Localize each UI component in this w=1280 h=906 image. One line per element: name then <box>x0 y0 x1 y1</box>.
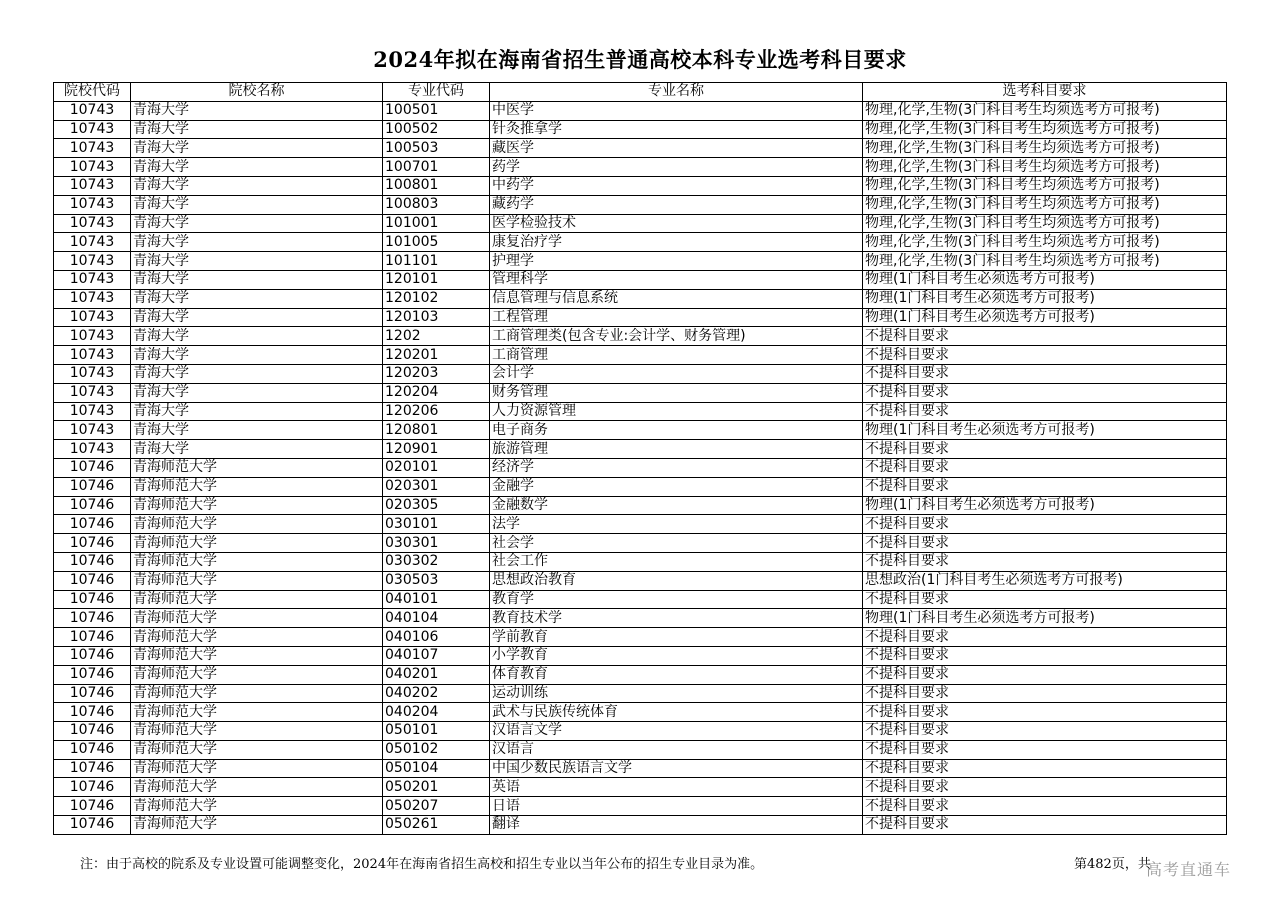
subject-requirement-cell: 不提科目要求 <box>863 458 1227 477</box>
major-code-cell: 040107 <box>383 646 490 665</box>
school-name-cell: 青海大学 <box>131 195 383 214</box>
major-code-cell: 050104 <box>383 759 490 778</box>
subject-requirement-cell: 不提科目要求 <box>863 477 1227 496</box>
subject-requirement-cell: 物理,化学,生物(3门科目考生均须选考方可报考) <box>863 120 1227 139</box>
school-code-cell: 10743 <box>54 421 131 440</box>
school-name-cell: 青海大学 <box>131 327 383 346</box>
major-code-cell: 050201 <box>383 778 490 797</box>
subject-requirement-cell: 物理,化学,生物(3门科目考生均须选考方可报考) <box>863 176 1227 195</box>
school-name-cell: 青海师范大学 <box>131 496 383 515</box>
table-row <box>54 176 1227 195</box>
school-name-cell: 青海师范大学 <box>131 477 383 496</box>
major-name-cell: 教育技术学 <box>490 609 863 628</box>
school-code-cell: 10746 <box>54 552 131 571</box>
subject-requirement-cell: 不提科目要求 <box>863 383 1227 402</box>
major-name-cell: 中国少数民族语言文学 <box>490 759 863 778</box>
table-row <box>54 552 1227 571</box>
major-code-cell: 030503 <box>383 571 490 590</box>
major-name-cell: 运动训练 <box>490 684 863 703</box>
major-code-cell: 1202 <box>383 327 490 346</box>
school-code-cell: 10743 <box>54 214 131 233</box>
subject-requirement-cell: 不提科目要求 <box>863 759 1227 778</box>
major-name-cell: 工程管理 <box>490 308 863 327</box>
subject-requirement-cell: 不提科目要求 <box>863 515 1227 534</box>
subject-requirement-cell: 物理,化学,生物(3门科目考生均须选考方可报考) <box>863 233 1227 252</box>
table-row <box>54 703 1227 722</box>
school-code-cell: 10743 <box>54 364 131 383</box>
table-row <box>54 214 1227 233</box>
major-code-cell: 050102 <box>383 740 490 759</box>
subject-requirement-cell: 不提科目要求 <box>863 665 1227 684</box>
major-code-cell: 120206 <box>383 402 490 421</box>
major-code-cell: 100803 <box>383 195 490 214</box>
school-name-cell: 青海师范大学 <box>131 609 383 628</box>
column-header-major-code: 专业代码 <box>383 83 490 102</box>
watermark-text: 高考直通车 <box>1146 860 1232 879</box>
subject-requirement-cell: 物理(1门科目考生必须选考方可报考) <box>863 270 1227 289</box>
school-code-cell: 10743 <box>54 139 131 158</box>
subject-requirement-cell: 思想政治(1门科目考生必须选考方可报考) <box>863 571 1227 590</box>
school-name-cell: 青海师范大学 <box>131 703 383 722</box>
table-row <box>54 740 1227 759</box>
major-name-cell: 汉语言 <box>490 740 863 759</box>
school-code-cell: 10746 <box>54 740 131 759</box>
school-name-cell: 青海师范大学 <box>131 797 383 816</box>
major-code-cell: 020301 <box>383 477 490 496</box>
school-name-cell: 青海大学 <box>131 158 383 177</box>
school-code-cell: 10746 <box>54 797 131 816</box>
table-row <box>54 364 1227 383</box>
subject-requirement-cell: 物理,化学,生物(3门科目考生均须选考方可报考) <box>863 158 1227 177</box>
major-code-cell: 030101 <box>383 515 490 534</box>
table-row <box>54 421 1227 440</box>
major-code-cell: 100801 <box>383 176 490 195</box>
table-row <box>54 101 1227 120</box>
school-name-cell: 青海师范大学 <box>131 628 383 647</box>
major-name-cell: 英语 <box>490 778 863 797</box>
requirements-table <box>53 82 1227 835</box>
school-name-cell: 青海师范大学 <box>131 534 383 553</box>
major-code-cell: 100501 <box>383 101 490 120</box>
table-row <box>54 609 1227 628</box>
major-name-cell: 翻译 <box>490 816 863 835</box>
major-code-cell: 050207 <box>383 797 490 816</box>
school-name-cell: 青海大学 <box>131 346 383 365</box>
major-name-cell: 社会工作 <box>490 552 863 571</box>
major-name-cell: 工商管理类(包含专业:会计学、财务管理) <box>490 327 863 346</box>
major-code-cell: 030301 <box>383 534 490 553</box>
footnote: 注：由于高校的院系及专业设置可能调整变化，2024年在海南省招生高校和招生专业以当年公布的招生专业目录为准。 <box>80 857 764 872</box>
major-name-cell: 会计学 <box>490 364 863 383</box>
subject-requirement-cell: 物理,化学,生物(3门科目考生均须选考方可报考) <box>863 252 1227 271</box>
column-header-subject-requirement: 选考科目要求 <box>863 83 1227 102</box>
subject-requirement-cell: 不提科目要求 <box>863 722 1227 741</box>
major-name-cell: 信息管理与信息系统 <box>490 289 863 308</box>
major-name-cell: 护理学 <box>490 252 863 271</box>
subject-requirement-cell: 不提科目要求 <box>863 327 1227 346</box>
major-name-cell: 小学教育 <box>490 646 863 665</box>
table-row <box>54 477 1227 496</box>
school-code-cell: 10746 <box>54 816 131 835</box>
school-name-cell: 青海师范大学 <box>131 759 383 778</box>
subject-requirement-cell: 物理(1门科目考生必须选考方可报考) <box>863 289 1227 308</box>
table-header-row <box>54 83 1227 102</box>
school-code-cell: 10743 <box>54 252 131 271</box>
major-name-cell: 日语 <box>490 797 863 816</box>
school-code-cell: 10743 <box>54 308 131 327</box>
major-name-cell: 金融学 <box>490 477 863 496</box>
major-name-cell: 旅游管理 <box>490 440 863 459</box>
school-code-cell: 10746 <box>54 703 131 722</box>
table-row <box>54 496 1227 515</box>
table-row <box>54 252 1227 271</box>
school-code-cell: 10746 <box>54 665 131 684</box>
school-name-cell: 青海大学 <box>131 270 383 289</box>
table-row <box>54 590 1227 609</box>
subject-requirement-cell: 不提科目要求 <box>863 684 1227 703</box>
school-name-cell: 青海师范大学 <box>131 816 383 835</box>
school-code-cell: 10746 <box>54 609 131 628</box>
school-name-cell: 青海师范大学 <box>131 778 383 797</box>
table-row <box>54 289 1227 308</box>
school-name-cell: 青海大学 <box>131 101 383 120</box>
major-code-cell: 040204 <box>383 703 490 722</box>
major-name-cell: 电子商务 <box>490 421 863 440</box>
major-name-cell: 工商管理 <box>490 346 863 365</box>
school-code-cell: 10743 <box>54 327 131 346</box>
column-header-school-name: 院校名称 <box>131 83 383 102</box>
school-name-cell: 青海大学 <box>131 252 383 271</box>
major-name-cell: 教育学 <box>490 590 863 609</box>
major-code-cell: 050101 <box>383 722 490 741</box>
school-name-cell: 青海师范大学 <box>131 684 383 703</box>
major-code-cell: 120101 <box>383 270 490 289</box>
major-name-cell: 中医学 <box>490 101 863 120</box>
major-name-cell: 汉语言文学 <box>490 722 863 741</box>
column-header-major-name: 专业名称 <box>490 83 863 102</box>
table-row <box>54 722 1227 741</box>
major-code-cell: 100701 <box>383 158 490 177</box>
major-name-cell: 金融数学 <box>490 496 863 515</box>
major-code-cell: 120203 <box>383 364 490 383</box>
subject-requirement-cell: 物理,化学,生物(3门科目考生均须选考方可报考) <box>863 139 1227 158</box>
table-row <box>54 759 1227 778</box>
subject-requirement-cell: 不提科目要求 <box>863 440 1227 459</box>
school-code-cell: 10743 <box>54 176 131 195</box>
table-row <box>54 233 1227 252</box>
school-code-cell: 10746 <box>54 515 131 534</box>
major-name-cell: 藏医学 <box>490 139 863 158</box>
table-row <box>54 515 1227 534</box>
major-name-cell: 康复治疗学 <box>490 233 863 252</box>
school-name-cell: 青海大学 <box>131 289 383 308</box>
table-row <box>54 308 1227 327</box>
school-name-cell: 青海大学 <box>131 402 383 421</box>
major-name-cell: 学前教育 <box>490 628 863 647</box>
table-row <box>54 458 1227 477</box>
school-code-cell: 10743 <box>54 440 131 459</box>
table-row <box>54 346 1227 365</box>
major-name-cell: 财务管理 <box>490 383 863 402</box>
table-row <box>54 534 1227 553</box>
table-row <box>54 402 1227 421</box>
subject-requirement-cell: 不提科目要求 <box>863 816 1227 835</box>
subject-requirement-cell: 不提科目要求 <box>863 590 1227 609</box>
major-code-cell: 040202 <box>383 684 490 703</box>
table-row <box>54 684 1227 703</box>
subject-requirement-cell: 不提科目要求 <box>863 402 1227 421</box>
table-row <box>54 778 1227 797</box>
page-title: 2024年拟在海南省招生普通高校本科专业选考科目要求 <box>373 47 907 72</box>
school-code-cell: 10746 <box>54 477 131 496</box>
major-name-cell: 法学 <box>490 515 863 534</box>
school-code-cell: 10746 <box>54 759 131 778</box>
table-row <box>54 797 1227 816</box>
school-code-cell: 10743 <box>54 120 131 139</box>
school-name-cell: 青海师范大学 <box>131 515 383 534</box>
major-name-cell: 体育教育 <box>490 665 863 684</box>
major-code-cell: 120204 <box>383 383 490 402</box>
subject-requirement-cell: 物理,化学,生物(3门科目考生均须选考方可报考) <box>863 101 1227 120</box>
table-row <box>54 571 1227 590</box>
subject-requirement-cell: 不提科目要求 <box>863 703 1227 722</box>
subject-requirement-cell: 不提科目要求 <box>863 740 1227 759</box>
major-name-cell: 武术与民族传统体育 <box>490 703 863 722</box>
subject-requirement-cell: 不提科目要求 <box>863 646 1227 665</box>
school-name-cell: 青海师范大学 <box>131 552 383 571</box>
subject-requirement-cell: 不提科目要求 <box>863 534 1227 553</box>
school-code-cell: 10746 <box>54 590 131 609</box>
major-name-cell: 思想政治教育 <box>490 571 863 590</box>
school-name-cell: 青海师范大学 <box>131 571 383 590</box>
school-code-cell: 10743 <box>54 346 131 365</box>
major-code-cell: 120201 <box>383 346 490 365</box>
school-code-cell: 10743 <box>54 289 131 308</box>
school-name-cell: 青海大学 <box>131 421 383 440</box>
major-code-cell: 030302 <box>383 552 490 571</box>
table-row <box>54 816 1227 835</box>
major-code-cell: 101101 <box>383 252 490 271</box>
column-header-school-code: 院校代码 <box>54 83 131 102</box>
table-row <box>54 120 1227 139</box>
major-code-cell: 050261 <box>383 816 490 835</box>
school-code-cell: 10746 <box>54 571 131 590</box>
subject-requirement-cell: 不提科目要求 <box>863 552 1227 571</box>
school-code-cell: 10746 <box>54 778 131 797</box>
major-name-cell: 中药学 <box>490 176 863 195</box>
table-row <box>54 195 1227 214</box>
school-code-cell: 10746 <box>54 458 131 477</box>
school-name-cell: 青海大学 <box>131 308 383 327</box>
school-code-cell: 10746 <box>54 722 131 741</box>
subject-requirement-cell: 不提科目要求 <box>863 778 1227 797</box>
subject-requirement-cell: 物理,化学,生物(3门科目考生均须选考方可报考) <box>863 195 1227 214</box>
major-code-cell: 040201 <box>383 665 490 684</box>
school-name-cell: 青海大学 <box>131 214 383 233</box>
major-code-cell: 040104 <box>383 609 490 628</box>
school-code-cell: 10743 <box>54 270 131 289</box>
table-row <box>54 628 1227 647</box>
school-code-cell: 10743 <box>54 233 131 252</box>
major-code-cell: 020305 <box>383 496 490 515</box>
subject-requirement-cell: 不提科目要求 <box>863 797 1227 816</box>
table-row <box>54 327 1227 346</box>
school-name-cell: 青海大学 <box>131 383 383 402</box>
table-row <box>54 383 1227 402</box>
major-name-cell: 人力资源管理 <box>490 402 863 421</box>
major-code-cell: 100503 <box>383 139 490 158</box>
school-name-cell: 青海师范大学 <box>131 590 383 609</box>
subject-requirement-cell: 物理(1门科目考生必须选考方可报考) <box>863 421 1227 440</box>
table-row <box>54 158 1227 177</box>
school-name-cell: 青海大学 <box>131 176 383 195</box>
school-code-cell: 10746 <box>54 534 131 553</box>
school-code-cell: 10746 <box>54 646 131 665</box>
school-name-cell: 青海师范大学 <box>131 458 383 477</box>
subject-requirement-cell: 不提科目要求 <box>863 346 1227 365</box>
school-code-cell: 10746 <box>54 628 131 647</box>
school-code-cell: 10746 <box>54 496 131 515</box>
table-row <box>54 665 1227 684</box>
school-code-cell: 10743 <box>54 402 131 421</box>
school-name-cell: 青海师范大学 <box>131 665 383 684</box>
subject-requirement-cell: 物理(1门科目考生必须选考方可报考) <box>863 496 1227 515</box>
major-name-cell: 经济学 <box>490 458 863 477</box>
school-name-cell: 青海大学 <box>131 440 383 459</box>
major-name-cell: 管理科学 <box>490 270 863 289</box>
page-number: 第482页，共 <box>1074 857 1151 872</box>
school-name-cell: 青海师范大学 <box>131 740 383 759</box>
major-code-cell: 120801 <box>383 421 490 440</box>
school-name-cell: 青海大学 <box>131 233 383 252</box>
subject-requirement-cell: 物理(1门科目考生必须选考方可报考) <box>863 609 1227 628</box>
table-row <box>54 139 1227 158</box>
major-code-cell: 040106 <box>383 628 490 647</box>
school-name-cell: 青海大学 <box>131 120 383 139</box>
school-name-cell: 青海师范大学 <box>131 722 383 741</box>
table-body <box>54 101 1227 834</box>
school-code-cell: 10746 <box>54 684 131 703</box>
major-name-cell: 针灸推拿学 <box>490 120 863 139</box>
major-code-cell: 120901 <box>383 440 490 459</box>
major-code-cell: 101005 <box>383 233 490 252</box>
major-name-cell: 藏药学 <box>490 195 863 214</box>
school-name-cell: 青海大学 <box>131 364 383 383</box>
school-code-cell: 10743 <box>54 101 131 120</box>
major-name-cell: 药学 <box>490 158 863 177</box>
subject-requirement-cell: 不提科目要求 <box>863 628 1227 647</box>
major-code-cell: 040101 <box>383 590 490 609</box>
subject-requirement-cell: 物理(1门科目考生必须选考方可报考) <box>863 308 1227 327</box>
major-code-cell: 120102 <box>383 289 490 308</box>
major-name-cell: 社会学 <box>490 534 863 553</box>
school-code-cell: 10743 <box>54 195 131 214</box>
subject-requirement-cell: 物理,化学,生物(3门科目考生均须选考方可报考) <box>863 214 1227 233</box>
major-code-cell: 020101 <box>383 458 490 477</box>
school-name-cell: 青海大学 <box>131 139 383 158</box>
school-code-cell: 10743 <box>54 158 131 177</box>
major-code-cell: 101001 <box>383 214 490 233</box>
major-name-cell: 医学检验技术 <box>490 214 863 233</box>
table-row <box>54 646 1227 665</box>
major-code-cell: 120103 <box>383 308 490 327</box>
school-name-cell: 青海师范大学 <box>131 646 383 665</box>
table-row <box>54 440 1227 459</box>
major-code-cell: 100502 <box>383 120 490 139</box>
subject-requirement-cell: 不提科目要求 <box>863 364 1227 383</box>
table-row <box>54 270 1227 289</box>
school-code-cell: 10743 <box>54 383 131 402</box>
